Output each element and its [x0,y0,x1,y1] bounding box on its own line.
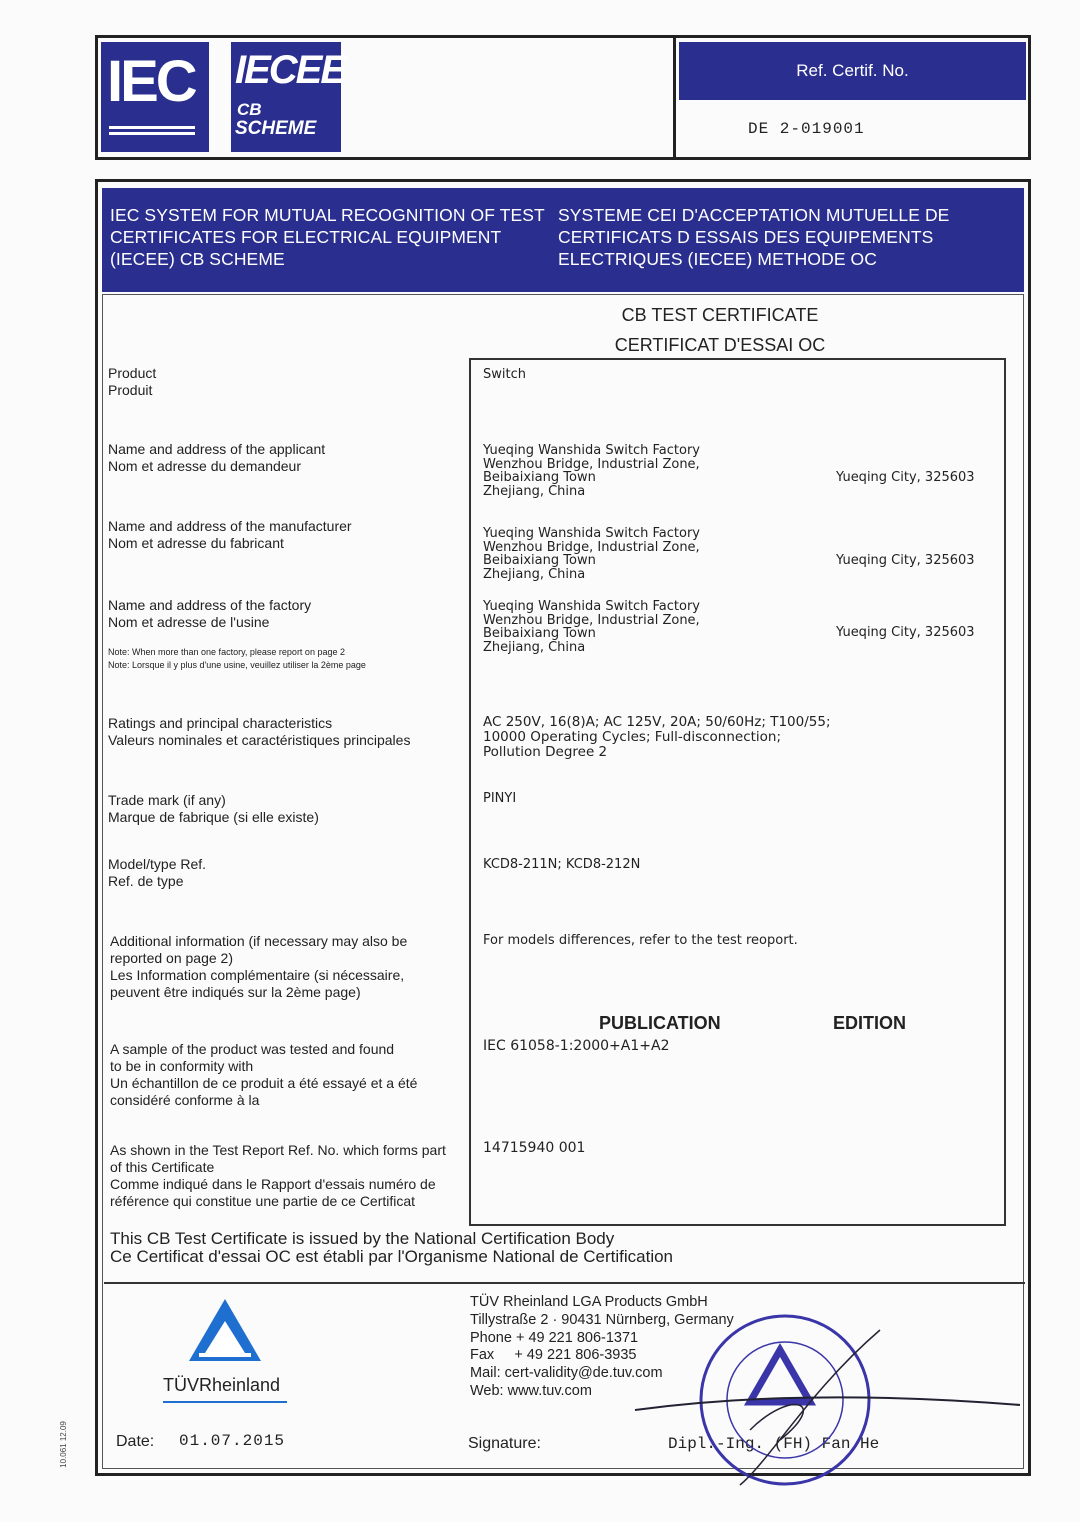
ratings-value: AC 250V, 16(8)A; AC 125V, 20A; 50/60Hz; T100/55; 10000 Operating Cycles; Full-disconnection; Pollution Degree 2 [483,714,831,760]
trademark-label: Trade mark (if any) Marque de fabrique (si elle existe) [108,792,319,825]
model-value: KCD8-211N; KCD8-212N [483,857,641,872]
factory-city: Yueqing City, 325603 [836,625,975,640]
scheme-en: IEC SYSTEM FOR MUTUAL RECOGNITION OF TEST CERTIFICATES FOR ELECTRICAL EQUIPMENT (IECEE) CB SCHEME [110,205,545,269]
report-label: As shown in the Test Report Ref. No. which forms part of this Certificate Comme indiqué dans le Rapport d'essais numéro de référence qui constitue une partie de ce Certificat [110,1142,446,1209]
conformity-label: A sample of the product was tested and found to be in conformity with Un échantillon de ce produit a été essayé et a été considéré conforme à la [110,1041,418,1108]
signatory-name: Dipl.-Ing. (FH) Fan He [668,1435,880,1453]
issued-by: This CB Test Certificate is issued by the National Certification Body Ce Certificat d'essai OC est établi par l'Organisme National de Certification [110,1229,674,1266]
manufacturer-label: Name and address of the manufacturer Nom et adresse du fabricant [108,518,352,551]
additional-value: For models differences, refer to the test reoport. [483,933,798,948]
trademark-value: PINYI [483,791,517,806]
date-label: Date: [116,1433,155,1450]
title-en: CB TEST CERTIFICATE [621,305,819,325]
tuv-wordmark: TÜVRheinland [163,1375,281,1395]
factory-value: Yueqing Wanshida Switch Factory Wenzhou Bridge, Industrial Zone, Beibaixiang Town Zhejiang, China [483,599,700,655]
standard-value: IEC 61058-1:2000+A1+A2 [483,1038,670,1054]
date-value: 01.07.2015 [179,1432,286,1450]
header-box [95,35,1031,160]
report-number: 14715940 001 [483,1140,586,1156]
iecee-logo: IECEE CB SCHEME [231,42,341,152]
stamp-and-signature [630,1310,1030,1495]
publication-header: PUBLICATION [599,1013,721,1033]
tuv-triangle-logo [185,1295,265,1367]
ratings-label: Ratings and principal characteristics Valeurs nominales et caractéristiques principales [108,715,411,748]
edition-header: EDITION [833,1013,907,1033]
product-label: Product Produit [108,365,157,398]
factory-label: Name and address of the factory Nom et adresse de l'usine [108,597,312,630]
certification-body-address: TÜV Rheinland LGA Products GmbH Tillystraße 2 · 90431 Nürnberg, Germany Phone + 49 221 806-1371 Fax + 49 221 806-3935 Mail: cert-validity@de.tuv.com Web: www.tuv.com [470,1294,734,1399]
ref-number: DE 2-019001 [748,120,865,138]
factory-notes: Note: When more than one factory, please report on page 2 Note: Lorsque il y plus d'une usine, veuillez utiliser la 2ème page [108,647,366,670]
manufacturer-value: Yueqing Wanshida Switch Factory Wenzhou Bridge, Industrial Zone, Beibaixiang Town Zhejiang, China [483,526,700,582]
additional-label: Additional information (if necessary may also be reported on page 2) Les Information complémentaire (si nécessaire, peuvent être indiqués sur la 2ème page) [110,933,408,1000]
title-fr: CERTIFICAT D'ESSAI OC [614,335,826,355]
iec-logo: IEC [101,42,209,152]
ref-label: Ref. Certif. No. [679,42,1026,100]
form-code: 10.061 12.09 [58,1421,68,1468]
applicant-value: Yueqing Wanshida Switch Factory Wenzhou Bridge, Industrial Zone, Beibaixiang Town Zhejiang, China [483,443,700,499]
product-value: Switch [483,367,526,382]
model-label: Model/type Ref. Ref. de type [108,856,207,889]
manufacturer-city: Yueqing City, 325603 [836,553,975,568]
scheme-banner [102,188,1024,292]
scheme-fr: SYSTEME CEI D'ACCEPTATION MUTUELLE DE CERTIFICATS D ESSAIS DES EQUIPEMENTS ELECTRIQUES (IECEE) METHODE OC [558,205,950,269]
applicant-city: Yueqing City, 325603 [836,470,975,485]
applicant-label: Name and address of the applicant Nom et adresse du demandeur [108,441,326,474]
signature-label: Signature: [468,1435,541,1452]
